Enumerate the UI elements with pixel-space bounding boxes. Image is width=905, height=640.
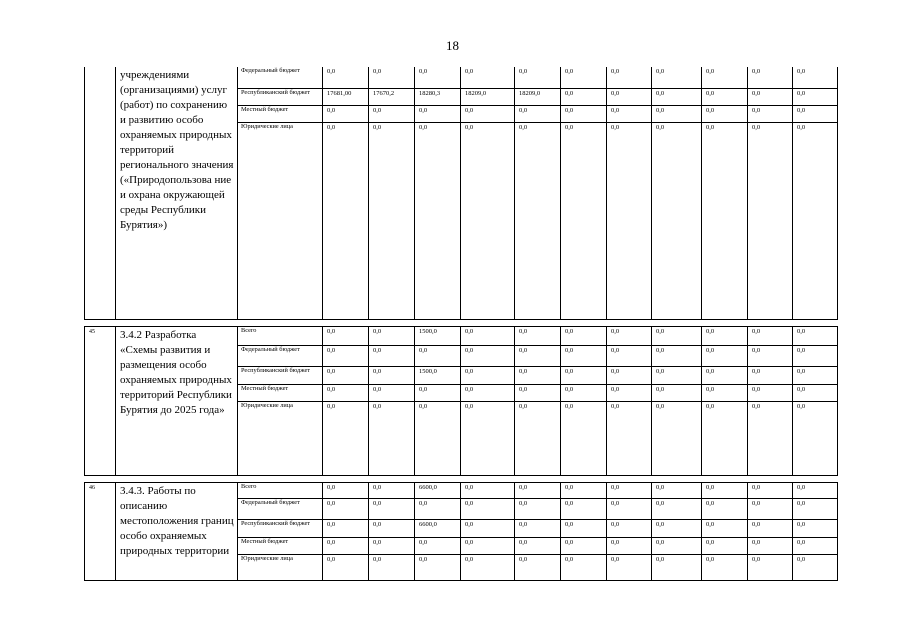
funding-value: 0,0	[515, 498, 561, 519]
funding-value: 0,0	[607, 554, 652, 580]
funding-value: 0,0	[748, 345, 793, 366]
funding-value: 0,0	[323, 345, 369, 366]
funding-value: 0,0	[793, 401, 838, 475]
funding-value: 0,0	[702, 384, 748, 401]
funding-value: 0,0	[652, 384, 702, 401]
funding-value: 0,0	[702, 345, 748, 366]
funding-value: 0,0	[793, 345, 838, 366]
funding-value: 0,0	[323, 122, 369, 319]
funding-value: 0,0	[748, 519, 793, 537]
funding-value: 0,0	[515, 537, 561, 554]
funding-value: 0,0	[793, 537, 838, 554]
funding-value: 0,0	[793, 326, 838, 345]
funding-value: 0,0	[369, 401, 415, 475]
page-number: 18	[446, 38, 459, 53]
funding-value: 0,0	[515, 105, 561, 122]
funding-value: 0,0	[369, 67, 415, 88]
funding-value: 0,0	[561, 326, 607, 345]
funding-value: 0,0	[461, 537, 515, 554]
funding-value: 0,0	[607, 366, 652, 384]
funding-value: 0,0	[652, 326, 702, 345]
funding-value: 0,0	[793, 122, 838, 319]
funding-value: 0,0	[461, 384, 515, 401]
funding-value: 0,0	[652, 554, 702, 580]
funding-value: 0,0	[369, 482, 415, 498]
funding-value: 0,0	[652, 88, 702, 105]
funding-value: 0,0	[323, 482, 369, 498]
funding-value: 0,0	[515, 482, 561, 498]
funding-value: 0,0	[561, 384, 607, 401]
funding-value: 0,0	[748, 537, 793, 554]
funding-value: 0,0	[461, 498, 515, 519]
funding-value: 6600,0	[415, 519, 461, 537]
event-name: учреждениями (организациями) услуг (работ) по сохранению и развитию особо охраняемых природных территорий регионального значения («Природопользова ние и охрана окружающей среды Республики Бурятия»)	[116, 67, 238, 319]
funding-value: 0,0	[561, 482, 607, 498]
funding-value: 0,0	[515, 366, 561, 384]
funding-value: 0,0	[607, 384, 652, 401]
funding-value: 0,0	[323, 366, 369, 384]
funding-value: 0,0	[369, 554, 415, 580]
funding-value: 0,0	[702, 105, 748, 122]
funding-value: 0,0	[793, 482, 838, 498]
table-row	[85, 67, 838, 88]
funding-source: Всего	[238, 482, 323, 498]
block-separator	[85, 319, 838, 326]
funding-value: 0,0	[323, 105, 369, 122]
funding-value: 0,0	[793, 519, 838, 537]
funding-value: 0,0	[323, 67, 369, 88]
funding-value: 0,0	[607, 88, 652, 105]
funding-value: 0,0	[461, 326, 515, 345]
funding-value: 0,0	[607, 345, 652, 366]
funding-value: 0,0	[607, 326, 652, 345]
funding-value: 0,0	[702, 366, 748, 384]
funding-value: 0,0	[415, 67, 461, 88]
funding-value: 1500,0	[415, 366, 461, 384]
funding-value: 0,0	[748, 554, 793, 580]
funding-value: 0,0	[515, 326, 561, 345]
funding-value: 0,0	[323, 554, 369, 580]
funding-value: 0,0	[415, 105, 461, 122]
funding-value: 0,0	[702, 401, 748, 475]
funding-value: 0,0	[702, 482, 748, 498]
funding-source: Юридические лица	[238, 122, 323, 319]
funding-value: 0,0	[561, 105, 607, 122]
funding-value: 0,0	[323, 326, 369, 345]
funding-value: 0,0	[652, 105, 702, 122]
funding-value: 0,0	[652, 519, 702, 537]
funding-value: 0,0	[652, 498, 702, 519]
row-number	[85, 67, 116, 319]
funding-value: 17670,2	[369, 88, 415, 105]
block-separator	[85, 475, 838, 482]
funding-value: 0,0	[561, 67, 607, 88]
funding-value: 0,0	[748, 326, 793, 345]
funding-value: 0,0	[702, 88, 748, 105]
funding-value: 6600,0	[415, 482, 461, 498]
funding-value: 0,0	[793, 554, 838, 580]
funding-value: 0,0	[652, 122, 702, 319]
funding-value: 0,0	[461, 345, 515, 366]
funding-value: 0,0	[323, 401, 369, 475]
funding-value: 0,0	[748, 482, 793, 498]
budget-table	[84, 67, 838, 581]
funding-value: 0,0	[415, 122, 461, 319]
budget-table-body	[85, 67, 838, 580]
funding-source: Федеральный бюджет	[238, 67, 323, 88]
funding-source: Местный бюджет	[238, 384, 323, 401]
funding-value: 0,0	[561, 122, 607, 319]
funding-value: 0,0	[461, 366, 515, 384]
funding-value: 0,0	[607, 519, 652, 537]
funding-value: 0,0	[415, 384, 461, 401]
event-name: 3.4.2 Разработка «Схемы развития и размещения особо охраняемых природных территорий Республики Бурятия до 2025 года»	[116, 326, 238, 475]
funding-value: 0,0	[561, 345, 607, 366]
funding-value: 0,0	[369, 498, 415, 519]
funding-value: 0,0	[607, 482, 652, 498]
funding-value: 0,0	[515, 554, 561, 580]
funding-value: 0,0	[748, 498, 793, 519]
funding-value: 0,0	[793, 67, 838, 88]
funding-value: 0,0	[369, 345, 415, 366]
funding-value: 17681,00	[323, 88, 369, 105]
funding-value: 0,0	[369, 122, 415, 319]
funding-value: 0,0	[561, 554, 607, 580]
funding-value: 0,0	[702, 67, 748, 88]
funding-source: Местный бюджет	[238, 537, 323, 554]
funding-value: 0,0	[793, 105, 838, 122]
funding-value: 0,0	[561, 366, 607, 384]
funding-value: 0,0	[461, 554, 515, 580]
funding-value: 0,0	[515, 401, 561, 475]
funding-value: 0,0	[702, 122, 748, 319]
funding-value: 0,0	[415, 537, 461, 554]
funding-source: Республиканский бюджет	[238, 366, 323, 384]
funding-value: 0,0	[461, 482, 515, 498]
funding-value: 0,0	[561, 88, 607, 105]
funding-value: 0,0	[561, 537, 607, 554]
funding-value: 0,0	[702, 537, 748, 554]
funding-value: 0,0	[607, 67, 652, 88]
funding-value: 0,0	[748, 67, 793, 88]
funding-value: 0,0	[323, 537, 369, 554]
funding-value: 0,0	[748, 105, 793, 122]
funding-value: 0,0	[515, 67, 561, 88]
funding-value: 0,0	[323, 384, 369, 401]
funding-value: 0,0	[369, 519, 415, 537]
funding-value: 0,0	[652, 401, 702, 475]
funding-value: 0,0	[702, 498, 748, 519]
funding-value: 0,0	[415, 345, 461, 366]
funding-value: 0,0	[748, 366, 793, 384]
funding-value: 0,0	[748, 88, 793, 105]
funding-value: 0,0	[652, 366, 702, 384]
event-name: 3.4.3. Работы по описанию местоположения границ особо охраняемых природных территории	[116, 482, 238, 580]
funding-value: 0,0	[607, 537, 652, 554]
funding-value: 0,0	[461, 122, 515, 319]
funding-value: 0,0	[415, 498, 461, 519]
funding-value: 0,0	[415, 554, 461, 580]
funding-value: 0,0	[515, 384, 561, 401]
funding-value: 0,0	[369, 326, 415, 345]
funding-value: 0,0	[415, 401, 461, 475]
funding-source: Юридические лица	[238, 401, 323, 475]
funding-value: 0,0	[652, 537, 702, 554]
funding-value: 0,0	[702, 326, 748, 345]
funding-source: Федеральный бюджет	[238, 345, 323, 366]
funding-value: 0,0	[323, 498, 369, 519]
funding-value: 0,0	[607, 105, 652, 122]
funding-source: Всего	[238, 326, 323, 345]
funding-value: 1500,0	[415, 326, 461, 345]
funding-value: 0,0	[323, 519, 369, 537]
funding-source: Республиканский бюджет	[238, 519, 323, 537]
funding-value: 0,0	[461, 67, 515, 88]
funding-value: 0,0	[369, 537, 415, 554]
funding-value: 0,0	[461, 401, 515, 475]
funding-value: 0,0	[369, 105, 415, 122]
funding-value: 0,0	[515, 519, 561, 537]
table-row	[85, 326, 838, 345]
funding-value: 0,0	[702, 519, 748, 537]
funding-value: 0,0	[652, 67, 702, 88]
funding-source: Республиканский бюджет	[238, 88, 323, 105]
row-number: 45	[85, 326, 116, 475]
funding-value: 0,0	[793, 366, 838, 384]
funding-value: 0,0	[369, 384, 415, 401]
funding-value: 0,0	[561, 498, 607, 519]
table-row	[85, 482, 838, 498]
funding-value: 0,0	[515, 345, 561, 366]
funding-value: 18280,3	[415, 88, 461, 105]
funding-value: 0,0	[748, 401, 793, 475]
row-number: 46	[85, 482, 116, 580]
funding-value: 0,0	[607, 498, 652, 519]
funding-source: Федеральный бюджет	[238, 498, 323, 519]
funding-value: 0,0	[652, 345, 702, 366]
funding-value: 18209,0	[461, 88, 515, 105]
funding-value: 0,0	[793, 498, 838, 519]
funding-value: 0,0	[793, 384, 838, 401]
funding-value: 0,0	[461, 519, 515, 537]
funding-value: 0,0	[748, 122, 793, 319]
funding-value: 0,0	[793, 88, 838, 105]
funding-value: 0,0	[369, 366, 415, 384]
funding-value: 0,0	[515, 122, 561, 319]
funding-value: 0,0	[561, 401, 607, 475]
funding-value: 0,0	[702, 554, 748, 580]
funding-source: Местный бюджет	[238, 105, 323, 122]
funding-value: 0,0	[607, 401, 652, 475]
funding-value: 0,0	[461, 105, 515, 122]
funding-value: 0,0	[607, 122, 652, 319]
funding-value: 0,0	[561, 519, 607, 537]
funding-value: 18209,0	[515, 88, 561, 105]
funding-value: 0,0	[748, 384, 793, 401]
funding-source: Юридические лица	[238, 554, 323, 580]
funding-value: 0,0	[652, 482, 702, 498]
